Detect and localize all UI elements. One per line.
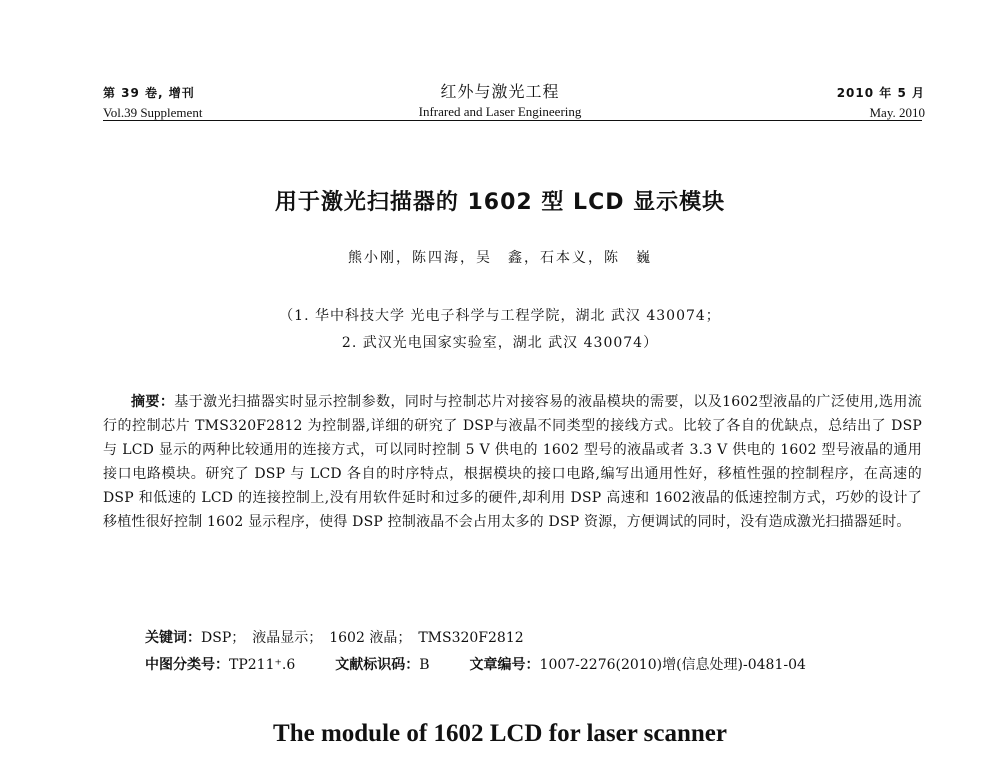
doc-code-label: 文献标识码：	[335, 657, 420, 673]
journal-name-zh: 红外与激光工程	[440, 82, 560, 101]
abstract-label: 摘要：	[131, 394, 175, 410]
journal-name-en: Infrared and Laser Engineering	[418, 104, 582, 119]
clc-label: 中图分类号：	[145, 657, 229, 673]
header-rule	[103, 120, 922, 121]
keywords	[145, 627, 524, 647]
abstract-text: 基于激光扫描器实时显示控制参数，同时与控制芯片对接容易的液晶模块的需要，以及1602型液晶的广泛使用,选用流行的控制芯片 TMS320F2812 为控制器,详细的研究了 DSP与液晶不同类型的接线方式。比较了各自的优缺点，总结出了 DSP 与 LCD 显示的两种比较通用的连接方式，可以同时控制 5 V 供电的 1602 型号的液晶或者 3.3 V 供电的 1602 型号液晶的通用接口电路模块。研究了 DSP 与 LCD 各自的时序特点，根据模块的接口电路,编写出通用性好，移植性强的控制程序，在高速的 DSP 和低速的 LCD 的连接控制上,没有用软件延时和过多的硬件,却利用 DSP 高速和 1602液晶的低速控制方式，巧妙的设计了移植性很好控制 1602 显示程序，使得 DSP 控制液晶不会占用太多的 DSP 资源，方便调试的同时，没有造成激光扫描器延时。	[103, 394, 922, 530]
article-no-value: 1007-2276(2010)增(信息处理)-0481-04	[539, 657, 806, 673]
volume-zh: 第 39 卷, 增刊	[103, 86, 195, 100]
paper-title: 用于激光扫描器的 1602 型 LCD 显示模块	[274, 190, 726, 215]
date-en: May. 2010	[869, 105, 925, 120]
author-list: 熊小刚，陈四海，吴 鑫，石本义，陈 巍	[348, 250, 652, 266]
paper-title-en: The module of 1602 LCD for laser scanner	[273, 720, 727, 747]
article-no-label: 文章编号：	[469, 657, 540, 673]
keywords-text: DSP； 液晶显示； 1602 液晶； TMS320F2812	[201, 630, 524, 646]
clc-value: TP211⁺.6	[229, 657, 296, 673]
date-zh: 2010 年 5 月	[836, 86, 925, 100]
keywords-label: 关键词：	[145, 630, 201, 646]
affiliation-2: 2. 武汉光电国家实验室，湖北 武汉 430074）	[341, 335, 659, 351]
journal-date	[837, 86, 925, 120]
abstract	[103, 390, 922, 534]
classification-line	[145, 654, 925, 674]
affiliation-1: （1. 华中科技大学 光电子科学与工程学院，湖北 武汉 430074；	[279, 308, 721, 324]
volume-en: Vol.39 Supplement	[103, 105, 203, 120]
doc-code-value: B	[419, 657, 430, 673]
